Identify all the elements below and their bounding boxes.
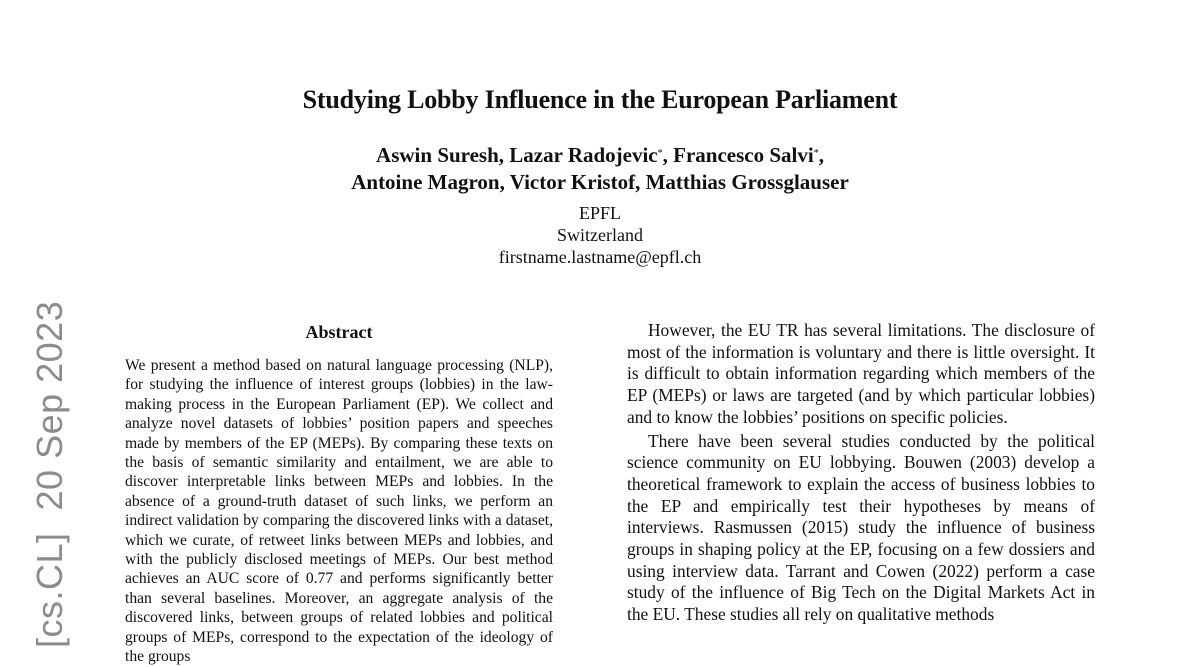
equal-contribution-mark: *: [813, 148, 819, 159]
affiliation-email: firstname.lastname@epfl.ch: [498, 247, 702, 267]
body-paragraph: There have been several studies conducted by the political science community on EU lobbying. Bouwen (2003) develop a theoretical framework to explain the access of business lobbies to the EP and empirically test their hypotheses by means of interviews. Rasmussen (2015) study the influence of business groups in shaping policy at the EP, focusing on a few dossiers and using interview data. Tarrant and Cowen (2022) perform a case study of the influence of Big Tech on the Digital Markets Act in the EU. These studies all rely on qualitative methods: [627, 430, 1095, 625]
author-separator: ,: [818, 143, 824, 167]
arxiv-identifier: [27, 300, 73, 648]
author-separator: ,: [662, 143, 674, 167]
body-paragraph: However, the EU TR has several limitations. The disclosure of most of the information is voluntary and there is little oversight. It is difficult to obtain information regarding which members of the EP (MEPs) or laws are targeted (and by which particular lobbies) and to know the lobbies’ positions on specific policies.: [627, 320, 1095, 427]
arxiv-category: [cs.CL]: [29, 532, 70, 648]
author-name: Francesco Salvi: [673, 143, 814, 167]
affiliation-country: Switzerland: [557, 225, 643, 245]
left-column: [125, 320, 553, 667]
right-column: [627, 320, 1095, 628]
abstract-heading: Abstract: [305, 322, 373, 342]
paper-title: Studying Lobby Influence in the European Parliament: [302, 85, 898, 114]
author-name: Lazar Radojevic: [509, 143, 658, 167]
author-list: [0, 142, 1200, 196]
arxiv-date: 20 Sep 2023: [29, 300, 70, 511]
author-line-2: Antoine Magron, Victor Kristof, Matthias Grossglauser: [351, 170, 849, 194]
author-name: Aswin Suresh,: [376, 143, 510, 167]
affiliation-block: [0, 202, 1200, 268]
affiliation-institution: EPFL: [578, 203, 621, 223]
abstract-text: We present a method based on natural language processing (NLP), for studying the influence of interest groups (lobbies) in the law-making process in the European Parliament (EP). We collect and analyze novel datasets of lobbies’ position papers and speeches made by members of the EP (MEPs). By comparing these texts on the basis of semantic similarity and entailment, we are able to discover interpretable links between MEPs and lobbies. In the absence of a ground-truth dataset of such links, we perform an indirect validation by comparing the discovered links with a dataset, which we curate, of retweet links between MEPs and lobbies, and with the publicly disclosed meetings of MEPs. Our best method achieves an AUC score of 0.77 and performs significantly better than several baselines. Moreover, an aggregate analysis of the discovered links, between groups of related lobbies and political groups of MEPs, correspond to the expectation of the ideology of the groups: [125, 357, 553, 666]
author-line-1: [0, 142, 1200, 169]
equal-contribution-mark: *: [657, 148, 663, 159]
